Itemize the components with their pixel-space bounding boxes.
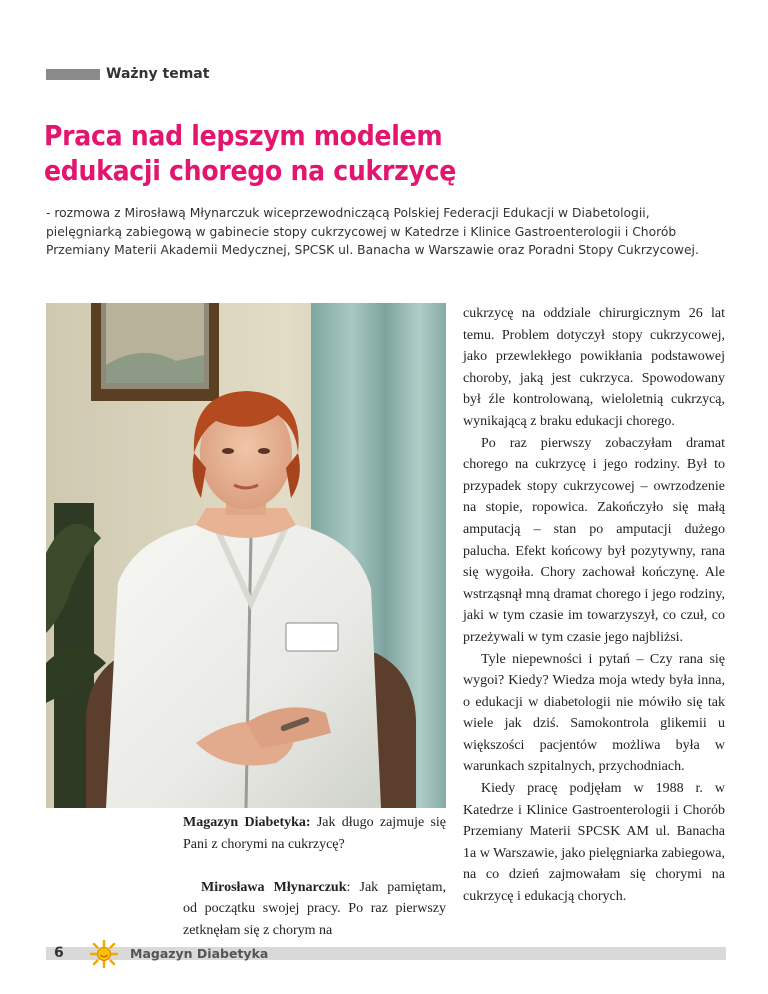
question-1-speaker: Magazyn Diabetyka: <box>183 815 311 830</box>
footer-magazine-name: Magazyn Diabetyka <box>130 946 269 961</box>
answer-1 <box>183 877 446 942</box>
article-title <box>44 118 664 188</box>
paragraph-4: Kiedy pracę podjęłam w 1988 r. w Katedrze i Klinice Gastroenterologii i Chorób Przemiany Materii SPCSK AM ul. Banacha 1a w Warszawie, jako pielęgniarka zabiegowa, na co dzień zajmowałam się chorymi na cukrzycę i edukacją chorych. <box>463 781 725 905</box>
question-1 <box>183 812 446 855</box>
answer-1-speaker: Mirosława Młynarczuk <box>201 879 347 895</box>
paragraph-3: Tyle niepewności i pytań – Czy rana się wygoi? Kiedy? Wiedza moja wtedy była inna, o edukacji w diabetologii nie mówiło się tak wiele jak dziś. Samokontrola glikemii u większości pacjentów możliwa była w warunkach szpitalnych, przychodniach. <box>463 651 725 775</box>
section-bar <box>46 69 100 80</box>
title-line-2: edukacji chorego na cukrzycę <box>44 154 456 187</box>
title-line-1: Praca nad lepszym modelem <box>44 119 443 152</box>
page-footer <box>0 940 768 968</box>
portrait-photo <box>46 303 446 808</box>
article-intro: - rozmowa z Mirosławą Młynarczuk wiceprzewodniczącą Polskiej Federacji Edukacji w Diabetologii, pielęgniarką zabiegową w gabinecie stopy cukrzycowej w Katedrze i Klinice Gastroenterologii i Chorób Przemiany Materii Akademii Medycznej, SPCSK ul. Banacha w Warszawie oraz Poradni Stopy Cukrzycowej. <box>46 206 699 257</box>
column-left <box>183 812 446 941</box>
page-number: 6 <box>54 945 64 961</box>
section-label: Ważny temat <box>106 66 210 82</box>
answer-1-continued: cukrzycę na oddziale chirurgicznym 26 lat temu. Problem dotyczył stopy cukrzycowej, jako przewlekłego powikłania podstawowej choroby, jaką jest cukrzyca. Spowodowany był źle kontrolowaną, wieloletnią cukrzycą, wynikającą z braku edukacji chorego. <box>463 306 725 429</box>
sun-logo-icon <box>88 940 120 968</box>
answer-1-text-start: : Jak pamiętam, od początku swojej pracy. Po raz pierwszy zetknęłam się z chorym na <box>183 879 446 938</box>
section-tag <box>46 66 209 82</box>
column-right <box>463 303 725 908</box>
paragraph-2: Po raz pierwszy zobaczyłam dramat chorego na cukrzycę i jego rodziny. Był to przypadek stopy cukrzycowej – owrzodzenie na stopie, ropowica. Zakończyło się małą amputacją – stan po amputacji dużego palucha. Efekt końcowy był pozytywny, rana się wygoiła. Chory zachował kończynę. Ale wstrząsnął mną dramat chorego i jego rodziny, jaki w tym czasie im towarzyszył, co czuł, co przeżywali w tym czasie jego najbliżsi. <box>463 435 725 645</box>
question-1-text: Jak długo zajmuje się Pani z chorymi na cukrzycę? <box>183 815 446 852</box>
